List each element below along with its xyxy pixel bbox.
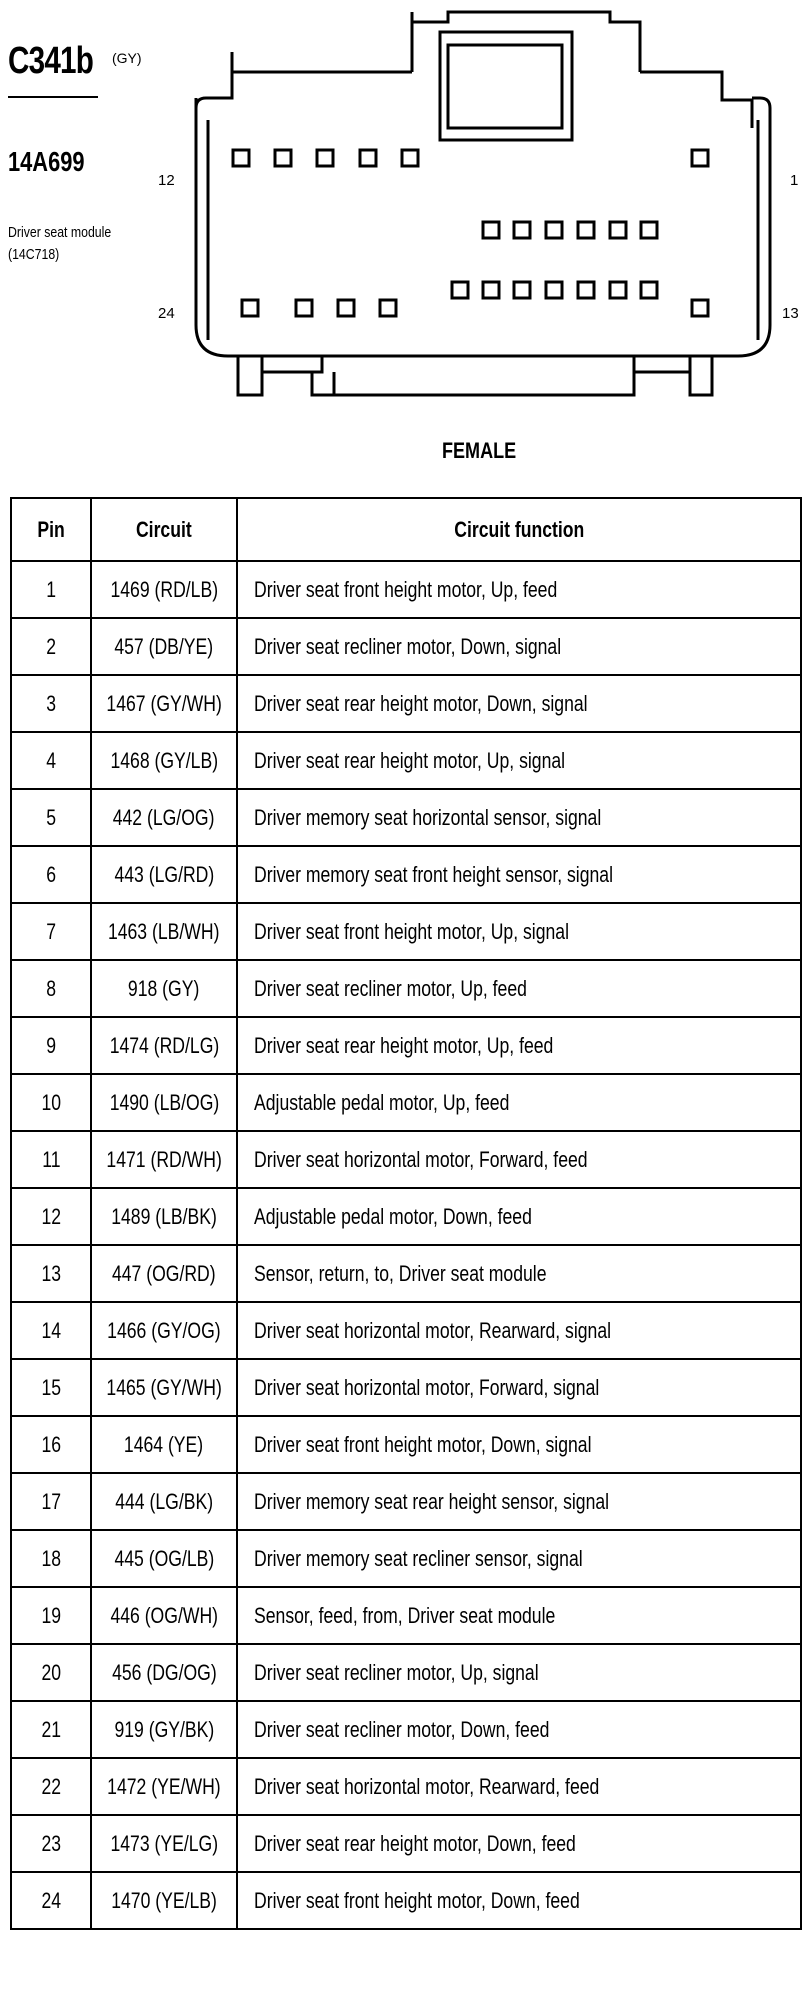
- circuit-code: 1471 (RD/WH): [91, 1131, 237, 1188]
- circuit-function: Driver seat recliner motor, Down, signal: [237, 618, 801, 675]
- circuit-code: 1489 (LB/BK): [91, 1188, 237, 1245]
- table-row: [11, 1758, 801, 1815]
- circuit-function: Driver seat recliner motor, Up, feed: [237, 960, 801, 1017]
- circuit-function: Driver memory seat recliner sensor, signal: [237, 1530, 801, 1587]
- pin-table: [10, 497, 802, 1930]
- circuit-function: Driver seat front height motor, Down, feed: [237, 1872, 801, 1929]
- circuit-code: 456 (DG/OG): [91, 1644, 237, 1701]
- pin-number: 16: [11, 1416, 91, 1473]
- circuit-function: Driver seat recliner motor, Down, feed: [237, 1701, 801, 1758]
- table-row: [11, 1017, 801, 1074]
- pin-number: 18: [11, 1530, 91, 1587]
- circuit-function: Adjustable pedal motor, Down, feed: [237, 1188, 801, 1245]
- circuit-code: 1468 (GY/LB): [91, 732, 237, 789]
- pin-number: 24: [11, 1872, 91, 1929]
- table-header-row: [11, 498, 801, 561]
- circuit-code: 1470 (YE/LB): [91, 1872, 237, 1929]
- connector-header: [0, 0, 810, 500]
- circuit-function: Driver seat rear height motor, Up, signal: [237, 732, 801, 789]
- circuit-function: Driver seat front height motor, Up, signal: [237, 903, 801, 960]
- circuit-code: 1469 (RD/LB): [91, 561, 237, 618]
- pin-number: 20: [11, 1644, 91, 1701]
- circuit-code: 1465 (GY/WH): [91, 1359, 237, 1416]
- pin-table-body: [11, 561, 801, 1929]
- table-row: [11, 1359, 801, 1416]
- circuit-code: 447 (OG/RD): [91, 1245, 237, 1302]
- table-row: [11, 1815, 801, 1872]
- pin-number: 13: [11, 1245, 91, 1302]
- table-row: [11, 789, 801, 846]
- pin-number: 6: [11, 846, 91, 903]
- table-row: [11, 1701, 801, 1758]
- pin-label-1: 1: [790, 172, 799, 189]
- circuit-code: 1463 (LB/WH): [91, 903, 237, 960]
- pin-number: 2: [11, 618, 91, 675]
- pin-number: 7: [11, 903, 91, 960]
- circuit-function: Driver seat rear height motor, Down, signal: [237, 675, 801, 732]
- table-row: [11, 1131, 801, 1188]
- table-row: [11, 1872, 801, 1929]
- circuit-code: 457 (DB/YE): [91, 618, 237, 675]
- circuit-function: Driver seat horizontal motor, Forward, signal: [237, 1359, 801, 1416]
- table-row: [11, 1587, 801, 1644]
- circuit-function: Adjustable pedal motor, Up, feed: [237, 1074, 801, 1131]
- connector-color-code: (GY): [112, 50, 142, 66]
- table-row: [11, 1473, 801, 1530]
- circuit-function: Driver seat front height motor, Down, signal: [237, 1416, 801, 1473]
- header-circuit-function: Circuit function: [237, 498, 801, 561]
- part-number: 14A699: [8, 146, 85, 177]
- table-row: [11, 561, 801, 618]
- circuit-code: 1474 (RD/LG): [91, 1017, 237, 1074]
- table-row: [11, 1302, 801, 1359]
- connector-gender: FEMALE: [442, 438, 517, 463]
- pin-number: 15: [11, 1359, 91, 1416]
- pin-number: 12: [11, 1188, 91, 1245]
- pin-number: 3: [11, 675, 91, 732]
- circuit-code: 1490 (LB/OG): [91, 1074, 237, 1131]
- circuit-function: Driver seat rear height motor, Down, feed: [237, 1815, 801, 1872]
- circuit-function: Driver memory seat front height sensor, signal: [237, 846, 801, 903]
- circuit-code: 443 (LG/RD): [91, 846, 237, 903]
- pin-cavities: [233, 150, 708, 316]
- circuit-function: Driver seat horizontal motor, Forward, feed: [237, 1131, 801, 1188]
- circuit-code: 1464 (YE): [91, 1416, 237, 1473]
- header-circuit: Circuit: [91, 498, 237, 561]
- circuit-code: 919 (GY/BK): [91, 1701, 237, 1758]
- table-row: [11, 675, 801, 732]
- circuit-function: Sensor, return, to, Driver seat module: [237, 1245, 801, 1302]
- circuit-function: Driver memory seat horizontal sensor, signal: [237, 789, 801, 846]
- circuit-code: 1472 (YE/WH): [91, 1758, 237, 1815]
- circuit-code: 1473 (YE/LG): [91, 1815, 237, 1872]
- connector-face-diagram: [0, 0, 810, 500]
- pin-number: 23: [11, 1815, 91, 1872]
- circuit-function: Driver seat horizontal motor, Rearward, feed: [237, 1758, 801, 1815]
- connector-housing-outline: [196, 12, 770, 395]
- pin-number: 9: [11, 1017, 91, 1074]
- table-row: [11, 846, 801, 903]
- circuit-code: 445 (OG/LB): [91, 1530, 237, 1587]
- header-pin: Pin: [11, 498, 91, 561]
- pin-number: 21: [11, 1701, 91, 1758]
- table-row: [11, 1188, 801, 1245]
- pin-number: 4: [11, 732, 91, 789]
- pin-label-13: 13: [782, 305, 799, 322]
- pin-label-24: 24: [158, 305, 175, 322]
- pin-number: 14: [11, 1302, 91, 1359]
- pin-number: 5: [11, 789, 91, 846]
- circuit-function: Driver seat rear height motor, Up, feed: [237, 1017, 801, 1074]
- pin-number: 19: [11, 1587, 91, 1644]
- table-row: [11, 732, 801, 789]
- table-row: [11, 960, 801, 1017]
- pin-number: 1: [11, 561, 91, 618]
- circuit-function: Driver seat front height motor, Up, feed: [237, 561, 801, 618]
- pin-number: 22: [11, 1758, 91, 1815]
- circuit-function: Driver seat recliner motor, Up, signal: [237, 1644, 801, 1701]
- circuit-code: 1467 (GY/WH): [91, 675, 237, 732]
- pin-label-12: 12: [158, 172, 175, 189]
- circuit-function: Sensor, feed, from, Driver seat module: [237, 1587, 801, 1644]
- circuit-code: 444 (LG/BK): [91, 1473, 237, 1530]
- connector-id: C341b: [8, 40, 94, 82]
- circuit-code: 918 (GY): [91, 960, 237, 1017]
- table-row: [11, 1530, 801, 1587]
- table-row: [11, 1644, 801, 1701]
- table-row: [11, 1074, 801, 1131]
- pin-number: 11: [11, 1131, 91, 1188]
- table-row: [11, 903, 801, 960]
- circuit-code: 1466 (GY/OG): [91, 1302, 237, 1359]
- module-number: (14C718): [8, 246, 60, 263]
- table-row: [11, 1416, 801, 1473]
- circuit-function: Driver memory seat rear height sensor, signal: [237, 1473, 801, 1530]
- module-name: Driver seat module: [8, 224, 112, 241]
- circuit-code: 442 (LG/OG): [91, 789, 237, 846]
- table-row: [11, 1245, 801, 1302]
- circuit-function: Driver seat horizontal motor, Rearward, signal: [237, 1302, 801, 1359]
- circuit-code: 446 (OG/WH): [91, 1587, 237, 1644]
- pin-number: 17: [11, 1473, 91, 1530]
- pin-number: 10: [11, 1074, 91, 1131]
- pin-number: 8: [11, 960, 91, 1017]
- table-row: [11, 618, 801, 675]
